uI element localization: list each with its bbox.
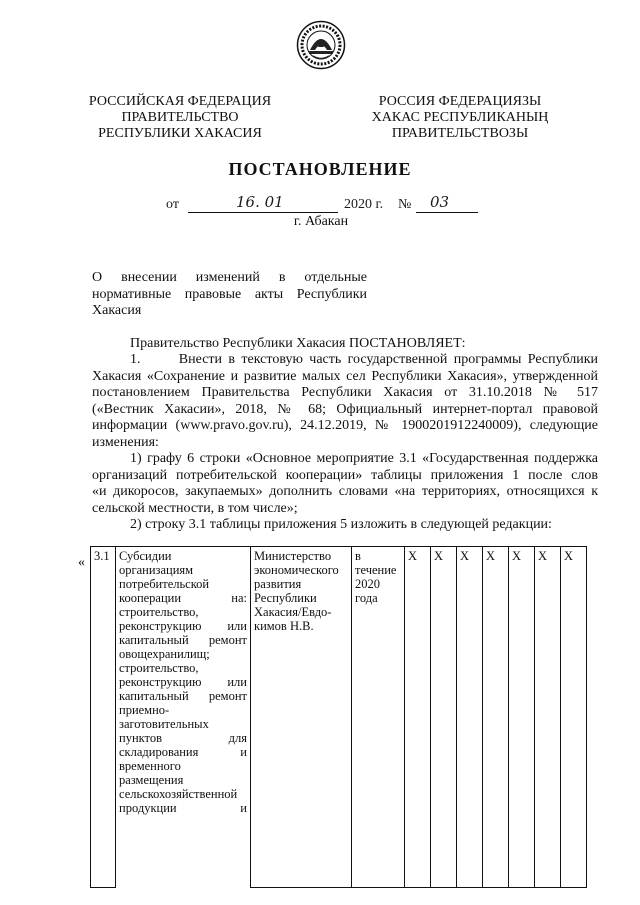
sub-item-1-line: «и дикоросов, закупаемых» дополнить словами «на территориях, относящихся к	[92, 484, 598, 499]
description-line: пунктов для	[119, 731, 247, 745]
x-mark-cell: X	[509, 547, 535, 888]
term-line: года	[355, 591, 378, 605]
date-from-label: от	[166, 197, 179, 212]
executor-line: развития	[254, 577, 302, 591]
term-line: 2020	[355, 577, 380, 591]
item-1-line: изменения:	[92, 434, 159, 450]
executor-line: кимов Н.В.	[254, 619, 314, 633]
number-underline	[416, 212, 478, 213]
executor-line: Республики	[254, 591, 317, 605]
number-handwritten: 03	[430, 193, 450, 211]
subject-line: Хакасия	[92, 303, 142, 318]
description-line: размещения	[119, 773, 184, 787]
executor-line: Хакасия/Евдо-	[254, 605, 332, 619]
header-right-line: ХАКАС РЕСПУБЛИКАНЫҢ	[371, 110, 549, 125]
executor-cell	[251, 547, 352, 888]
header-left-line: ПРАВИТЕЛЬСТВО	[121, 110, 239, 125]
x-mark-cell: X	[483, 547, 509, 888]
description-line: складирования и	[119, 745, 247, 759]
sub-item-2-line: 2) строку 3.1 таблицы приложения 5 изложить в следующей редакции:	[130, 517, 552, 532]
description-line: потребительской	[119, 577, 210, 591]
term-line: в	[355, 549, 361, 563]
description-line: капитальный ремонт	[119, 633, 247, 647]
description-line: овощехранилищ;	[119, 647, 210, 661]
coat-of-arms-emblem	[296, 20, 346, 70]
date-underline	[188, 212, 338, 213]
item-1-paragraph	[92, 352, 598, 451]
date-handwritten: 16. 01	[236, 193, 284, 211]
sub-item-1-line: 1) графу 6 строки «Основное мероприятие 3.1 «Государственная поддержка	[130, 451, 598, 466]
executor-line: Министерство	[254, 549, 332, 563]
schedule-table	[90, 546, 587, 888]
description-line: Субсидии	[119, 549, 172, 563]
term-cell	[352, 547, 405, 888]
description-line: временного	[119, 759, 181, 773]
decree-text: Правительство Республики Хакасия ПОСТАНОВЛЯЕТ:	[130, 336, 466, 351]
description-line: строительство,	[119, 605, 199, 619]
header-left-block	[80, 94, 280, 142]
description-line: сельскохозяйственной	[119, 787, 238, 801]
row-number-cell: 3.1	[91, 547, 116, 888]
description-line: заготовительных	[119, 717, 209, 731]
decree-line	[92, 336, 598, 353]
item-1-line: постановлением Правительства Республики Хакасия от 31.10.2018 № 517	[92, 385, 598, 400]
city-name: г. Абакан	[293, 214, 349, 229]
header-left-line: РОССИЙСКАЯ ФЕДЕРАЦИЯ	[88, 94, 272, 109]
table-row	[91, 547, 587, 888]
x-mark-cell: X	[457, 547, 483, 888]
term-line: течение	[355, 563, 397, 577]
sub-item-1-paragraph	[92, 451, 598, 517]
x-mark-cell: X	[431, 547, 457, 888]
description-line: продукции и	[119, 801, 247, 815]
header-left-line: РЕСПУБЛИКИ ХАКАСИЯ	[98, 126, 262, 141]
header-right-line: РОССИЯ ФЕДЕРАЦИЯЗЫ	[378, 94, 542, 109]
header-right-line: ПРАВИТЕЛЬСТВОЗЫ	[391, 126, 529, 141]
description-line: приемно-	[119, 703, 170, 717]
subject-line: нормативные правовые акты Республики	[92, 286, 367, 302]
executor-line: экономического	[254, 563, 339, 577]
sub-item-1-line: сельской местности, в том числе»;	[92, 500, 298, 516]
description-line: кооперации на:	[119, 591, 247, 605]
description-line: организациям	[119, 563, 194, 577]
description-line: реконструкцию или	[119, 675, 247, 689]
description-line: реконструкцию или	[119, 619, 247, 633]
date-line	[166, 193, 486, 215]
number-label: №	[398, 197, 412, 212]
subject-line: О внесении изменений в отдельные	[92, 270, 367, 285]
open-quote: «	[78, 555, 85, 570]
item-1-line: Хакасия «Сохранение и развитие малых сел Республики Хакасия», утвержденной	[92, 368, 598, 384]
item-1-line: («Вестник Хакасии», 2018, № 68; Официальный интернет-портал правовой	[92, 401, 598, 417]
date-year: 2020 г.	[344, 197, 384, 212]
description-cell	[116, 547, 251, 888]
description-line: капитальный ремонт	[119, 689, 247, 703]
document-subject	[92, 270, 367, 320]
item-1-line: информации (www.pravo.gov.ru), 24.12.2019, № 1900201912240009), следующие	[92, 418, 598, 433]
header-right-block	[354, 94, 566, 142]
x-mark-cell: X	[405, 547, 431, 888]
x-mark-cell: X	[535, 547, 561, 888]
sub-item-2-paragraph	[92, 517, 598, 534]
description-line: строительство,	[119, 661, 199, 675]
document-title: ПОСТАНОВЛЕНИЕ	[228, 159, 412, 179]
item-1-line: 1. Внести в текстовую часть государственной программы Республики	[130, 352, 598, 367]
sub-item-1-line: организаций потребительской кооперации» таблицы приложения 1 после слов	[92, 467, 598, 483]
x-mark-cell: X	[561, 547, 587, 888]
